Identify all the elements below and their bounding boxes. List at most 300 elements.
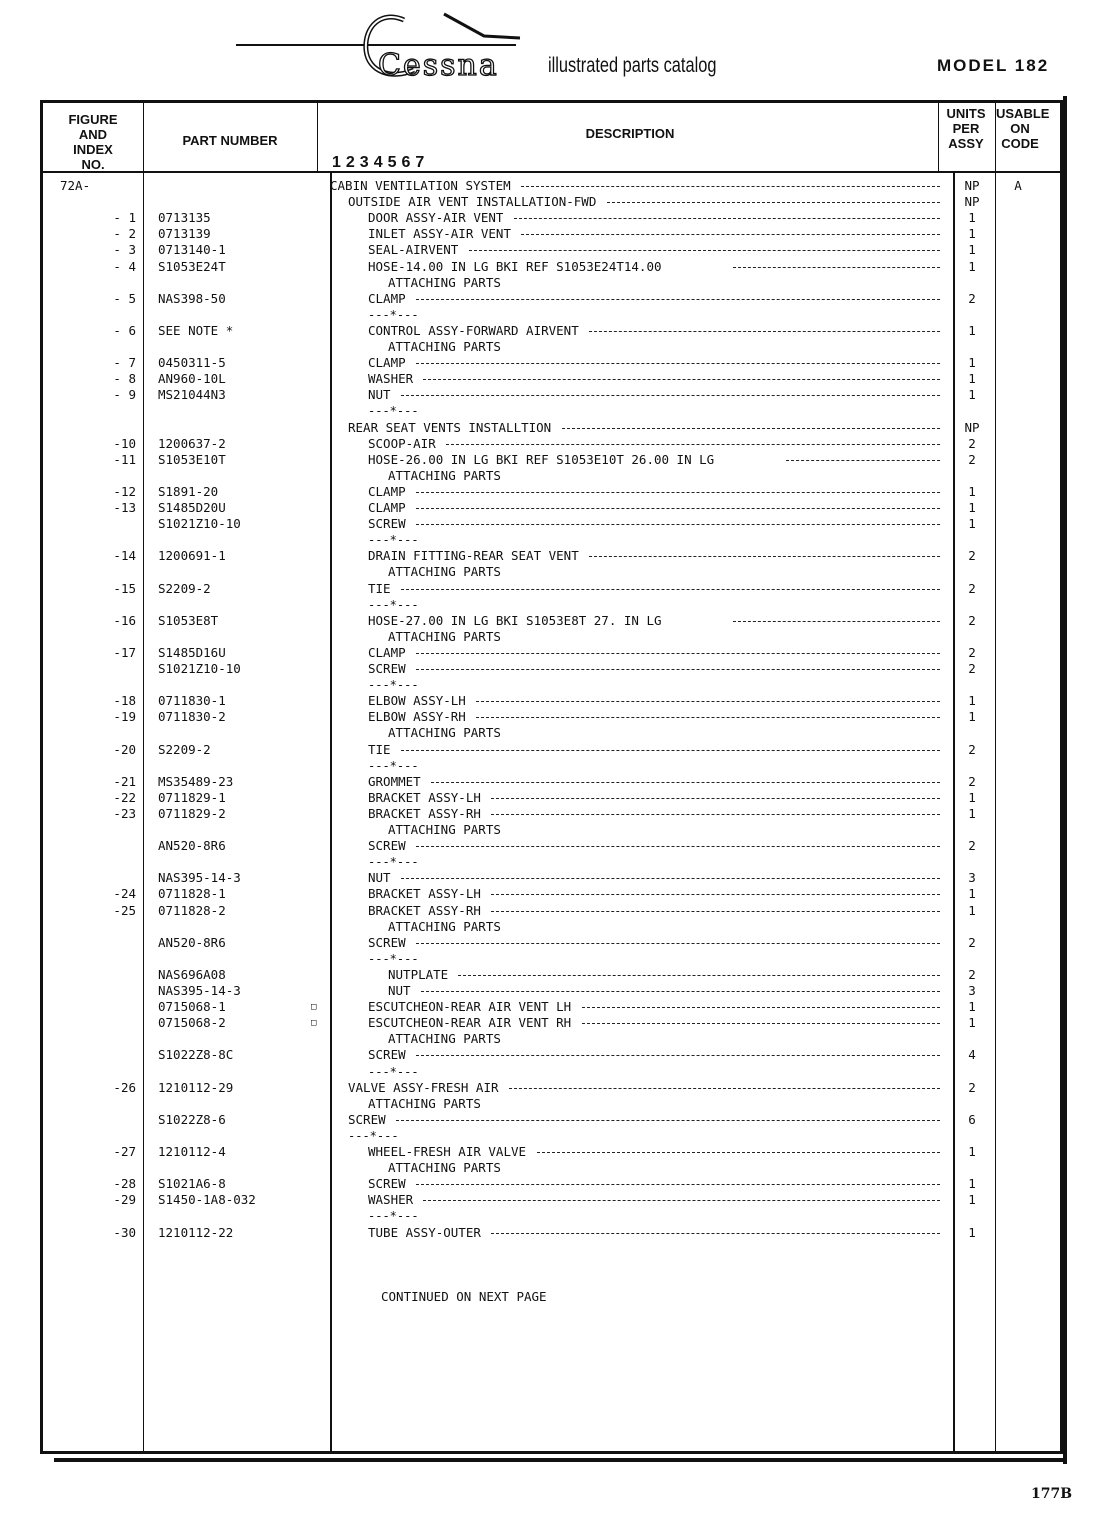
part-number: AN520-8R6 bbox=[158, 934, 226, 950]
figure-index: -23 bbox=[113, 805, 136, 821]
part-description: SEAL-AIRVENT bbox=[368, 242, 459, 258]
usable-on-code: A bbox=[1014, 178, 1022, 193]
part-number: NAS398-50 bbox=[158, 290, 226, 306]
table-row bbox=[0, 774, 1113, 790]
table-row bbox=[0, 1176, 1113, 1192]
units-per-assy: 2 bbox=[968, 451, 976, 467]
attach-separator-row bbox=[0, 532, 1113, 548]
part-description: HOSE-26.00 IN LG BKI REF S1053E10T 26.00 IN LG bbox=[368, 451, 715, 467]
leader-line bbox=[431, 782, 940, 783]
leader-line bbox=[416, 846, 940, 847]
figure-heading bbox=[60, 112, 126, 172]
part-description: OUTSIDE AIR VENT INSTALLATION-FWD bbox=[348, 194, 597, 210]
part-description: CLAMP bbox=[368, 500, 406, 515]
units-heading-line: ASSY bbox=[948, 136, 984, 151]
figure-heading-line: NO. bbox=[81, 157, 105, 172]
leader-line bbox=[521, 234, 940, 235]
units-heading bbox=[940, 106, 992, 151]
leader-line bbox=[446, 444, 940, 445]
part-description: SCREW bbox=[348, 1111, 386, 1127]
table-row bbox=[0, 709, 1113, 725]
units-per-assy: NP bbox=[964, 178, 980, 193]
units-per-assy: 1 bbox=[968, 387, 976, 403]
part-description: BRACKET ASSY-RH bbox=[368, 805, 481, 821]
part-description: ATTACHING PARTS bbox=[388, 628, 501, 644]
figure-index: -29 bbox=[113, 1192, 136, 1208]
part-description: ELBOW ASSY-RH bbox=[368, 709, 466, 725]
part-description: ATTACHING PARTS bbox=[388, 339, 501, 354]
attach-separator-row bbox=[0, 1208, 1113, 1224]
units-per-assy: 1 bbox=[968, 483, 976, 499]
part-description: ATTACHING PARTS bbox=[388, 564, 501, 580]
part-number: NAS395-14-3 bbox=[158, 870, 241, 886]
figure-index: -19 bbox=[113, 709, 136, 725]
figure-index: - 3 bbox=[113, 242, 136, 258]
part-description: BRACKET ASSY-RH bbox=[368, 902, 481, 918]
attach-separator: ---*--- bbox=[368, 1064, 419, 1079]
part-number: MS21044N3 bbox=[158, 387, 226, 403]
figure-index: -18 bbox=[113, 693, 136, 709]
part-number: S1450-1A8-032 bbox=[158, 1192, 256, 1208]
part-description: GROMMET bbox=[368, 773, 421, 789]
table-row bbox=[0, 1192, 1113, 1208]
table-row bbox=[0, 983, 1113, 999]
catalog-title: illustrated parts catalog bbox=[548, 54, 717, 77]
part-description: CLAMP bbox=[368, 290, 406, 306]
table-row bbox=[0, 1225, 1113, 1241]
units-per-assy: 1 bbox=[968, 709, 976, 725]
units-heading-line: PER bbox=[952, 121, 980, 136]
table-row bbox=[0, 822, 1113, 838]
part-number: 0713139 bbox=[158, 226, 211, 242]
figure-index: - 1 bbox=[113, 210, 136, 226]
leader-line bbox=[476, 717, 940, 718]
table-row bbox=[0, 242, 1113, 258]
table-row bbox=[0, 725, 1113, 741]
units-per-assy: 1 bbox=[968, 322, 976, 338]
part-number: 1210112-29 bbox=[158, 1079, 234, 1095]
part-number: S2209-2 bbox=[158, 741, 211, 757]
part-description: CLAMP bbox=[368, 483, 406, 499]
table-row bbox=[0, 420, 1113, 436]
part-description: ATTACHING PARTS bbox=[388, 918, 501, 934]
part-description: TIE bbox=[368, 741, 391, 757]
leader-line bbox=[582, 1007, 940, 1008]
table-row bbox=[0, 259, 1113, 275]
leader-line bbox=[562, 428, 940, 429]
part-number: S1485D16U bbox=[158, 644, 226, 660]
table-row bbox=[0, 275, 1113, 291]
part-description: ESCUTCHEON-REAR AIR VENT RH bbox=[368, 1015, 572, 1031]
units-per-assy: 1 bbox=[968, 355, 976, 371]
units-per-assy: 1 bbox=[968, 258, 976, 274]
usable-heading bbox=[996, 106, 1050, 151]
part-description: CLAMP bbox=[368, 355, 406, 371]
leader-line bbox=[521, 186, 940, 187]
attach-separator-row bbox=[0, 1064, 1113, 1080]
table-row bbox=[0, 999, 1113, 1015]
units-per-assy: 1 bbox=[968, 999, 976, 1015]
table-row bbox=[0, 967, 1113, 983]
leader-line bbox=[423, 379, 940, 380]
figure-index: -27 bbox=[113, 1144, 136, 1159]
figure-index: - 8 bbox=[113, 371, 136, 387]
leader-line bbox=[589, 556, 940, 557]
part-number: 0711828-1 bbox=[158, 886, 226, 902]
attach-separator-row bbox=[0, 1128, 1113, 1144]
figure-index: - 2 bbox=[113, 226, 136, 242]
units-per-assy: NP bbox=[964, 419, 980, 435]
figure-index: 72A- bbox=[60, 178, 91, 193]
brand-wordmark: Cessna bbox=[378, 48, 499, 83]
table-row bbox=[0, 1096, 1113, 1112]
part-number: AN960-10L bbox=[158, 371, 226, 387]
table-row bbox=[0, 886, 1113, 902]
table-row bbox=[0, 903, 1113, 919]
table-row bbox=[0, 661, 1113, 677]
part-description: BRACKET ASSY-LH bbox=[368, 886, 481, 902]
table-row bbox=[0, 742, 1113, 758]
part-number: 0711828-2 bbox=[158, 902, 226, 918]
units-per-assy: 2 bbox=[968, 435, 976, 451]
header-divider bbox=[43, 171, 1060, 173]
part-description: ATTACHING PARTS bbox=[388, 1031, 501, 1047]
leader-line bbox=[582, 1023, 940, 1024]
table-row bbox=[0, 613, 1113, 629]
part-number: 1210112-22 bbox=[158, 1224, 234, 1240]
leader-line bbox=[491, 798, 940, 799]
table-row bbox=[0, 564, 1113, 580]
frame-shadow-bottom bbox=[54, 1458, 1067, 1462]
units-per-assy: NP bbox=[964, 194, 980, 210]
units-per-assy: 1 bbox=[968, 226, 976, 242]
units-per-assy: 1 bbox=[968, 805, 976, 821]
units-per-assy: 1 bbox=[968, 371, 976, 387]
table-row bbox=[0, 838, 1113, 854]
page-number: 177B bbox=[1031, 1486, 1073, 1502]
part-number: MS35489-23 bbox=[158, 773, 234, 789]
table-row bbox=[0, 919, 1113, 935]
part-description: SCREW bbox=[368, 516, 406, 532]
part-description: HOSE-27.00 IN LG BKI S1053E8T 27. IN LG bbox=[368, 612, 662, 628]
usable-heading-line: USABLE bbox=[996, 106, 1050, 121]
units-per-assy: 2 bbox=[968, 741, 976, 757]
part-number-heading: PART NUMBER bbox=[182, 133, 278, 148]
figure-index: -30 bbox=[113, 1224, 136, 1240]
part-description: ATTACHING PARTS bbox=[388, 725, 501, 741]
table-row bbox=[0, 1031, 1113, 1047]
figure-heading-line: INDEX bbox=[73, 142, 113, 157]
attach-separator-row bbox=[0, 854, 1113, 870]
part-description: TUBE ASSY-OUTER bbox=[368, 1224, 481, 1240]
part-description: CLAMP bbox=[368, 644, 406, 660]
leader-line bbox=[786, 460, 940, 461]
table-row bbox=[0, 500, 1113, 516]
attach-separator: ---*--- bbox=[368, 951, 419, 966]
part-description: SCREW bbox=[368, 1176, 406, 1192]
leader-line bbox=[469, 250, 940, 251]
usable-heading-line: ON bbox=[1010, 121, 1030, 136]
col-divider-partno-head bbox=[317, 103, 318, 173]
part-description: TIE bbox=[368, 580, 391, 596]
part-number: SEE NOTE * bbox=[158, 322, 234, 338]
part-number: S1022Z8-6 bbox=[158, 1111, 226, 1127]
part-description: DRAIN FITTING-REAR SEAT VENT bbox=[368, 548, 579, 564]
leader-line bbox=[509, 1088, 940, 1089]
table-row bbox=[0, 468, 1113, 484]
change-mark: □ bbox=[311, 1002, 317, 1013]
part-description: SCREW bbox=[368, 1047, 406, 1063]
units-per-assy: 1 bbox=[968, 789, 976, 805]
attach-separator: ---*--- bbox=[368, 533, 419, 548]
units-per-assy: 2 bbox=[968, 773, 976, 789]
attach-separator: ---*--- bbox=[368, 307, 419, 322]
table-row bbox=[0, 323, 1113, 339]
part-number: S1891-20 bbox=[158, 483, 219, 499]
units-per-assy: 1 bbox=[968, 1176, 976, 1192]
units-per-assy: 1 bbox=[968, 1144, 976, 1159]
table-row bbox=[0, 790, 1113, 806]
leader-line bbox=[416, 653, 940, 654]
part-description: ATTACHING PARTS bbox=[388, 467, 501, 483]
leader-line bbox=[416, 363, 940, 364]
leader-line bbox=[416, 1184, 940, 1185]
units-per-assy: 2 bbox=[968, 290, 976, 306]
units-per-assy: 1 bbox=[968, 516, 976, 532]
indent-levels: 1234567 bbox=[332, 154, 430, 171]
part-number: 0713140-1 bbox=[158, 242, 226, 258]
leader-line bbox=[607, 202, 940, 203]
units-per-assy: 3 bbox=[968, 870, 976, 886]
table-row bbox=[0, 1015, 1113, 1031]
part-number: S1022Z8-8C bbox=[158, 1047, 234, 1063]
leader-line bbox=[416, 508, 940, 509]
units-per-assy: 1 bbox=[968, 1015, 976, 1031]
attach-separator-row bbox=[0, 951, 1113, 967]
table-row bbox=[0, 629, 1113, 645]
leader-line bbox=[514, 218, 940, 219]
usable-heading-line: CODE bbox=[1001, 136, 1039, 151]
part-number: NAS696A08 bbox=[158, 966, 226, 982]
table-row bbox=[0, 935, 1113, 951]
attach-separator: ---*--- bbox=[348, 1128, 399, 1143]
figure-index: -13 bbox=[113, 500, 136, 515]
part-number: 0713135 bbox=[158, 210, 211, 226]
table-row bbox=[0, 210, 1113, 226]
units-per-assy: 1 bbox=[968, 500, 976, 515]
part-description: WASHER bbox=[368, 1192, 414, 1208]
part-description: NUTPLATE bbox=[388, 966, 449, 982]
attach-separator: ---*--- bbox=[368, 758, 419, 773]
units-per-assy: 2 bbox=[968, 838, 976, 854]
table-row bbox=[0, 870, 1113, 886]
leader-line bbox=[491, 911, 940, 912]
model-label: MODEL 182 bbox=[937, 56, 1050, 75]
units-per-assy: 3 bbox=[968, 983, 976, 998]
leader-line bbox=[476, 701, 940, 702]
attach-separator-row bbox=[0, 403, 1113, 419]
part-description: ATTACHING PARTS bbox=[368, 1095, 481, 1111]
figure-index: -11 bbox=[113, 451, 136, 467]
table-row bbox=[0, 1047, 1113, 1063]
part-number: S1485D20U bbox=[158, 500, 226, 515]
figure-index: -24 bbox=[113, 886, 136, 902]
table-row bbox=[0, 645, 1113, 661]
table-row bbox=[0, 178, 1113, 194]
part-description: CABIN VENTILATION SYSTEM bbox=[330, 178, 511, 193]
units-per-assy: 2 bbox=[968, 1079, 976, 1095]
part-description: SCREW bbox=[368, 934, 406, 950]
part-number: S1053E10T bbox=[158, 451, 226, 467]
part-description: CONTROL ASSY-FORWARD AIRVENT bbox=[368, 322, 579, 338]
part-number: S1021Z10-10 bbox=[158, 661, 241, 676]
part-description: INLET ASSY-AIR VENT bbox=[368, 226, 511, 242]
part-description: ESCUTCHEON-REAR AIR VENT LH bbox=[368, 999, 572, 1015]
figure-index: -16 bbox=[113, 612, 136, 628]
table-row bbox=[0, 355, 1113, 371]
part-description: SCREW bbox=[368, 838, 406, 854]
part-number: S2209-2 bbox=[158, 580, 211, 596]
figure-index: - 6 bbox=[113, 322, 136, 338]
units-per-assy: 2 bbox=[968, 661, 976, 676]
leader-line bbox=[491, 814, 940, 815]
units-per-assy: 1 bbox=[968, 693, 976, 709]
figure-index: -20 bbox=[113, 741, 136, 757]
part-number: 0715068-2 bbox=[158, 1015, 226, 1031]
part-description: ATTACHING PARTS bbox=[388, 822, 501, 837]
part-description: SCOOP-AIR bbox=[368, 435, 436, 451]
leader-line bbox=[491, 1233, 940, 1234]
figure-index: -15 bbox=[113, 580, 136, 596]
figure-index: - 4 bbox=[113, 258, 136, 274]
attach-separator: ---*--- bbox=[368, 855, 419, 870]
part-description: NUT bbox=[368, 870, 391, 886]
part-description: WASHER bbox=[368, 371, 414, 387]
table-row bbox=[0, 291, 1113, 307]
units-per-assy: 2 bbox=[968, 934, 976, 950]
part-number: 0711829-2 bbox=[158, 805, 226, 821]
figure-index: -12 bbox=[113, 483, 136, 499]
table-row bbox=[0, 484, 1113, 500]
part-number: S1053E24T bbox=[158, 258, 226, 274]
units-per-assy: 2 bbox=[968, 644, 976, 660]
part-number: S1021Z10-10 bbox=[158, 516, 241, 532]
part-number: S1053E8T bbox=[158, 612, 219, 628]
units-per-assy: 4 bbox=[968, 1047, 976, 1063]
part-number: 0711830-2 bbox=[158, 709, 226, 725]
part-description: SCREW bbox=[368, 661, 406, 676]
leader-line bbox=[401, 589, 940, 590]
part-description: HOSE-14.00 IN LG BKI REF S1053E24T14.00 bbox=[368, 258, 662, 274]
leader-line bbox=[416, 492, 940, 493]
attach-separator: ---*--- bbox=[368, 597, 419, 612]
part-description: WHEEL-FRESH AIR VALVE bbox=[368, 1144, 527, 1159]
change-mark: □ bbox=[311, 1018, 317, 1029]
leader-line bbox=[416, 943, 940, 944]
table-row bbox=[0, 548, 1113, 564]
figure-heading-line: FIGURE bbox=[68, 112, 118, 127]
part-number: 0715068-1 bbox=[158, 999, 226, 1015]
table-row bbox=[0, 1112, 1113, 1128]
part-number: NAS395-14-3 bbox=[158, 983, 241, 998]
figure-index: -14 bbox=[113, 548, 136, 564]
leader-line bbox=[401, 395, 940, 396]
part-number: 1200637-2 bbox=[158, 435, 226, 451]
part-number: 1210112-4 bbox=[158, 1144, 226, 1159]
leader-line bbox=[396, 1120, 940, 1121]
units-per-assy: 6 bbox=[968, 1111, 976, 1127]
part-description: NUT bbox=[368, 387, 391, 403]
figure-index: -17 bbox=[113, 644, 136, 660]
figure-index: -10 bbox=[113, 435, 136, 451]
attach-separator: ---*--- bbox=[368, 1209, 419, 1224]
part-number: AN520-8R6 bbox=[158, 838, 226, 854]
part-number: 0450311-5 bbox=[158, 355, 226, 371]
attach-separator: ---*--- bbox=[368, 404, 419, 419]
leader-line bbox=[401, 878, 940, 879]
table-row bbox=[0, 436, 1113, 452]
table-row bbox=[0, 339, 1113, 355]
units-per-assy: 1 bbox=[968, 886, 976, 902]
attach-separator-row bbox=[0, 597, 1113, 613]
figure-index: -21 bbox=[113, 773, 136, 789]
table-row bbox=[0, 1160, 1113, 1176]
leader-line bbox=[589, 331, 940, 332]
part-description: BRACKET ASSY-LH bbox=[368, 789, 481, 805]
leader-line bbox=[416, 524, 940, 525]
description-heading: DESCRIPTION bbox=[585, 126, 675, 141]
part-number: 0711829-1 bbox=[158, 789, 226, 805]
part-description: NUT bbox=[388, 983, 411, 998]
leader-line bbox=[423, 1200, 940, 1201]
figure-index: - 5 bbox=[113, 290, 136, 306]
table-row bbox=[0, 387, 1113, 403]
units-per-assy: 1 bbox=[968, 242, 976, 258]
figure-heading-line: AND bbox=[78, 127, 108, 142]
figure-index: - 7 bbox=[113, 355, 136, 371]
table-row bbox=[0, 516, 1113, 532]
part-description: DOOR ASSY-AIR VENT bbox=[368, 210, 504, 226]
part-description: ATTACHING PARTS bbox=[388, 1160, 501, 1176]
units-per-assy: 1 bbox=[968, 1192, 976, 1208]
attach-separator-row bbox=[0, 307, 1113, 323]
units-per-assy: 1 bbox=[968, 902, 976, 918]
table-row bbox=[0, 581, 1113, 597]
leader-line bbox=[421, 991, 940, 992]
table-row bbox=[0, 452, 1113, 468]
figure-index: -22 bbox=[113, 789, 136, 805]
units-per-assy: 1 bbox=[968, 210, 976, 226]
attach-separator-row bbox=[0, 677, 1113, 693]
units-per-assy: 2 bbox=[968, 580, 976, 596]
figure-index: -28 bbox=[113, 1176, 136, 1192]
table-row bbox=[0, 1144, 1113, 1160]
part-number: 0711830-1 bbox=[158, 693, 226, 709]
part-description: ELBOW ASSY-LH bbox=[368, 693, 466, 709]
continued-note-row bbox=[0, 1273, 1113, 1304]
leader-line bbox=[416, 669, 940, 670]
units-per-assy: 1 bbox=[968, 1224, 976, 1240]
figure-index: -25 bbox=[113, 902, 136, 918]
col-divider-desc-head bbox=[938, 103, 939, 173]
leader-line bbox=[537, 1152, 940, 1153]
part-number: 1200691-1 bbox=[158, 548, 226, 564]
figure-index: - 9 bbox=[113, 387, 136, 403]
leader-line bbox=[458, 975, 940, 976]
units-per-assy: 2 bbox=[968, 966, 976, 982]
attach-separator: ---*--- bbox=[368, 678, 419, 693]
table-row bbox=[0, 693, 1113, 709]
